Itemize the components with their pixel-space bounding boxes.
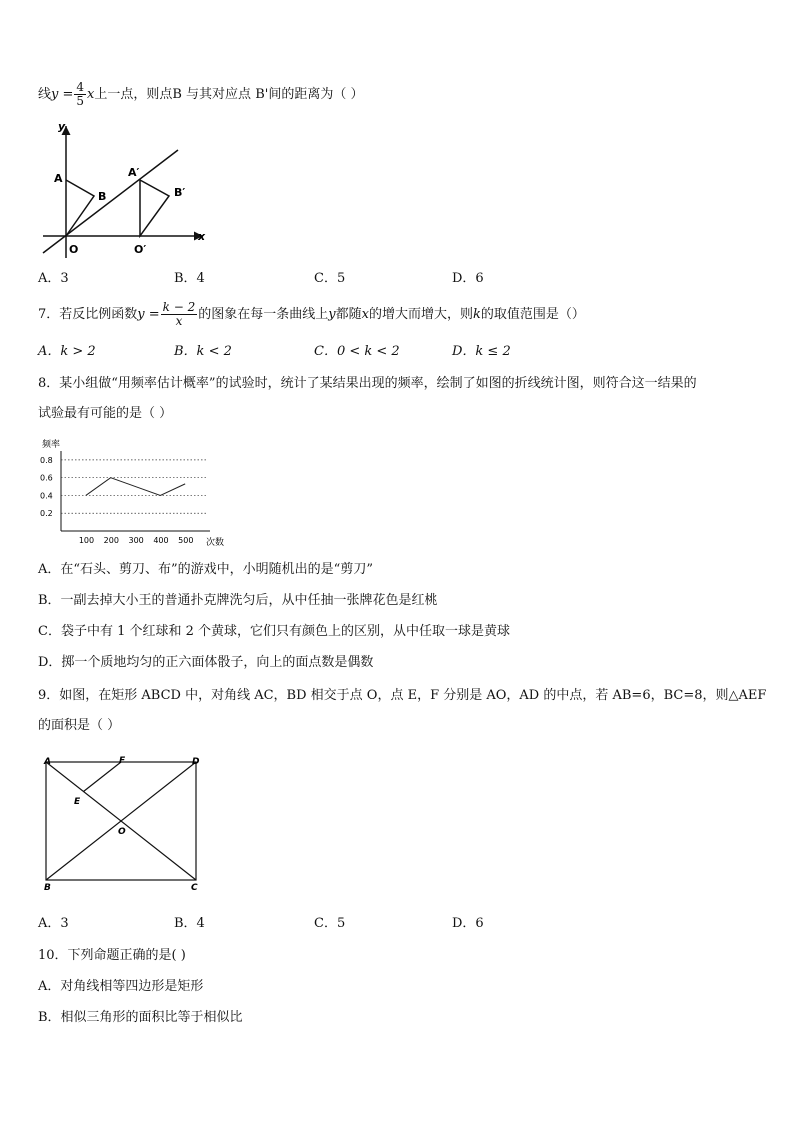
chart-xtick-label: 200 (103, 536, 119, 545)
q6-frac-den: 5 (76, 94, 85, 108)
q9-label-o: O (118, 827, 126, 837)
q6-suffix: 上一点，则点B 与其对应点 B'间的距离为（ ） (94, 87, 364, 102)
q10-option-b[interactable]: B．相似三角形的面积比等于相似比 (38, 1010, 243, 1025)
q6-var: x (87, 87, 95, 102)
q6-label-o: O (69, 243, 79, 256)
q6-fraction (74, 81, 86, 108)
q9-label-b: B (44, 883, 51, 893)
q10-option-a[interactable]: A．对角线相等四边形是矩形 (38, 979, 204, 994)
q9-segment-ef (84, 762, 122, 792)
q10-stem: 10．下列命题正确的是( ) (38, 948, 186, 963)
q7-equation: y = (137, 307, 160, 322)
q6-option-a[interactable]: A．3 (38, 271, 69, 286)
q9-option-a[interactable]: A．3 (38, 916, 69, 931)
chart-xtick-label: 100 (78, 536, 95, 545)
q7-var-x: x (361, 307, 369, 322)
chart-xlabel: 次数 (206, 538, 225, 548)
q9-option-b[interactable]: B．4 (174, 916, 205, 931)
q7-option-a[interactable]: A．k > 2 (38, 344, 96, 359)
q7-var-k: k (473, 307, 481, 322)
q9-label-d: D (192, 757, 200, 767)
q7-stem (38, 298, 585, 332)
chart-ytick-label: 0.2 (40, 509, 53, 519)
q7-frac-num: k − 2 (162, 300, 196, 314)
chart-ytick-label: 0.6 (40, 473, 53, 483)
q8-stem-line2: 试验最有可能的是（ ） (38, 406, 173, 421)
q7-option-b[interactable]: B．k < 2 (174, 344, 232, 359)
q9-rectangle-figure (38, 752, 208, 894)
q6-line-y (43, 150, 178, 253)
q9-label-a: A (44, 757, 51, 767)
q6-option-b[interactable]: B．4 (174, 271, 205, 286)
q6-label-a2: A′ (128, 166, 140, 179)
q7-fraction (161, 301, 198, 328)
chart-xtick-label: 400 (153, 536, 169, 545)
q6-triangle-a2o2b2 (140, 180, 169, 236)
q6-label-o2: O′ (134, 243, 147, 256)
q6-prefix: 线 (38, 87, 52, 102)
q6-label-y: y (58, 120, 66, 133)
q9-label-e: E (74, 797, 81, 807)
q6-label-a: A (54, 172, 63, 185)
q7-option-d[interactable]: D．k ≤ 2 (452, 344, 511, 359)
q7-end: 的取值范围是（） (480, 307, 585, 322)
q9-option-d[interactable]: D．6 (452, 916, 484, 931)
q6-stem (38, 80, 363, 110)
q9-stem-line2: 的面积是（ ） (38, 718, 121, 733)
q7-var-y: y (328, 307, 336, 322)
chart-xtick-label: 500 (178, 536, 194, 545)
q6-triangle-aob (66, 180, 94, 236)
q7-pre: 7．若反比例函数 (38, 307, 138, 322)
q7-mid2: 都随 (335, 307, 362, 322)
q9-label-f: F (119, 756, 126, 766)
q9-option-c[interactable]: C．5 (314, 916, 346, 931)
q9-stem-line1: 9．如图，在矩形 ABCD 中，对角线 AC，BD 相交于点 O，点 E，F 分别是 AO，AD 的中点，若 AB=6，BC=8，则△AEF (38, 688, 767, 703)
q8-option-c[interactable]: C．袋子中有 1 个红球和 2 个黄球，它们只有颜色上的区别，从中任取一球是黄球 (38, 624, 511, 639)
q6-label-x: x (198, 230, 206, 243)
chart-ylabel: 频率 (42, 440, 61, 450)
q8-frequency-chart (38, 435, 230, 549)
q6-frac-num: 4 (76, 80, 85, 94)
q7-frac-den: x (175, 314, 183, 328)
q8-option-b[interactable]: B．一副去掉大小王的普通扑克牌洗匀后，从中任抽一张牌花色是红桃 (38, 593, 438, 608)
q6-label-b: B (98, 190, 107, 203)
q8-stem-line1: 8．某小组做“用频率估计概率”的试验时，统计了某结果出现的频率，绘制了如图的折线统计图，则符合这一结果的 (38, 376, 697, 391)
q6-equation: y = (51, 87, 74, 102)
q8-option-d[interactable]: D．掷一个质地均匀的正六面体骰子，向上的面点数是偶数 (38, 655, 374, 670)
chart-ytick-label: 0.8 (40, 455, 53, 465)
q6-option-d[interactable]: D．6 (452, 271, 484, 286)
chart-xtick-label: 300 (128, 536, 144, 545)
q8-option-a[interactable]: A．在“石头、剪刀、布”的游戏中，小明随机出的是“剪刀” (38, 562, 373, 577)
q6-option-c[interactable]: C．5 (314, 271, 346, 286)
q7-mid3: 的增大而增大，则 (368, 307, 473, 322)
q6-label-b2: B′ (174, 186, 186, 199)
q7-option-c[interactable]: C．0 < k < 2 (314, 344, 400, 359)
q7-mid1: 的图象在每一条曲线上 (198, 307, 329, 322)
q6-figure (38, 118, 218, 263)
chart-ytick-label: 0.4 (40, 491, 53, 501)
chart-series-line (86, 478, 185, 496)
q9-label-c: C (191, 883, 198, 893)
